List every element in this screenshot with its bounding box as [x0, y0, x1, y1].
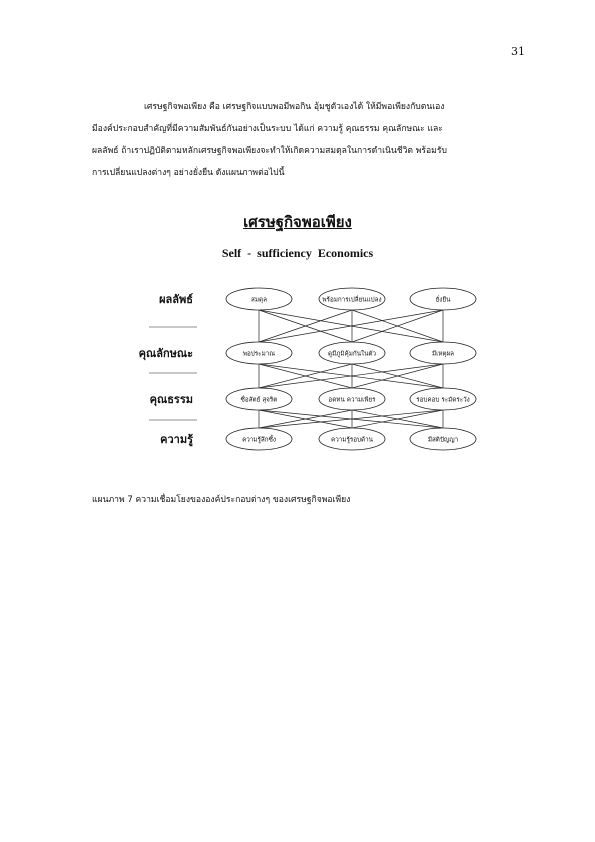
- node-label: ความรู้ลึกซึ้ง: [242, 436, 276, 444]
- diagram-title-english: Self - sufficiency Economics: [221, 246, 374, 260]
- node-label: ความรู้รอบด้าน: [331, 436, 373, 444]
- node-label: พอประมาณ: [242, 350, 276, 358]
- paragraph-line: ผลลัพธ์ ถ้าเราปฏิบัติตามหลักเศรษฐกิจพอเพียงจะทำให้เกิดความสมดุลในการดำเนินชีวิต พร้อมรับ: [92, 146, 447, 156]
- node-label: รอบคอบ ระมัดระวัง: [416, 396, 470, 404]
- node-label: มีเหตุผล: [431, 350, 455, 358]
- page-number: 31: [511, 45, 525, 58]
- node-label: ยั่งยืน: [435, 296, 451, 304]
- node-label: อดทน ความเพียร: [328, 396, 376, 404]
- row-label: คุณลักษณะ: [138, 347, 193, 360]
- diagram-title-thai: เศรษฐกิจพอเพียง: [243, 213, 352, 231]
- node-label: ดูมีภูมิคุ้มกันในตัว: [327, 350, 377, 358]
- row-label: ความรู้: [160, 433, 193, 446]
- node-label: มีสติปัญญา: [427, 436, 459, 444]
- paragraph-line: เศรษฐกิจพอเพียง คือ เศรษฐกิจแบบพอมีพอกิน อุ้มชูตัวเองได้ ให้มีพอเพียงกับตนเอง: [144, 102, 445, 112]
- paragraph-line: การเปลี่ยนแปลงต่างๆ อย่างยั่งยืน ดังแผนภาพต่อไปนี้: [92, 168, 285, 178]
- node-label: สมดุล: [251, 296, 267, 304]
- figure-caption: แผนภาพ 7 ความเชื่อมโยงขององค์ประกอบต่างๆ ของเศรษฐกิจพอเพียง: [92, 495, 351, 505]
- row-label: ผลลัพธ์: [159, 293, 193, 306]
- node-label: ซื่อสัตย์ สุจริต: [240, 396, 278, 404]
- node-label: พร้อมการเปลี่ยนแปลง: [322, 296, 382, 304]
- row-label: คุณธรรม: [149, 393, 193, 406]
- sufficiency-economy-diagram: [135, 275, 495, 465]
- intro-paragraph: [92, 96, 524, 184]
- paragraph-line: มีองค์ประกอบสำคัญที่มีความสัมพันธ์กันอย่างเป็นระบบ ได้แก่ ความรู้ คุณธรรม คุณลักษณะ และ: [92, 124, 443, 134]
